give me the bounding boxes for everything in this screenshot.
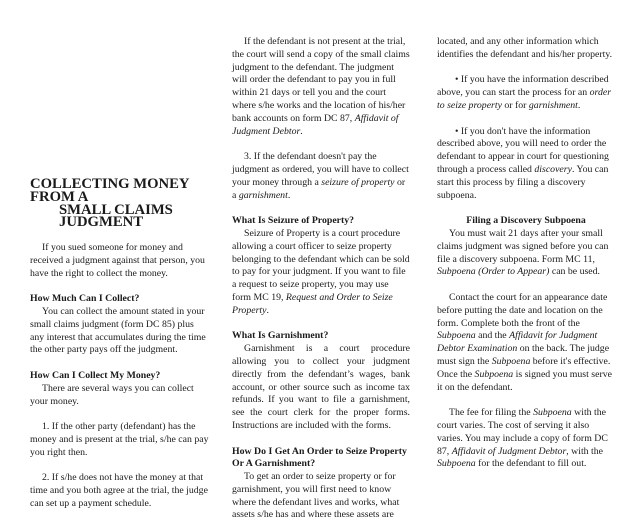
paragraph-filing: You must wait 21 days after your small claims judgment was signed before you can file a discovery subpoena. Form MC 11, Subpoena (Order to Appear) can be used.: [437, 227, 609, 278]
page-title: [30, 178, 210, 229]
column-left: [30, 178, 210, 511]
bullet-have-info: • If you have the information described above, you can start the process for an order to seize property or for garnishment.: [437, 74, 612, 111]
form-name-affidavit: Affidavit of Judgment Debtor: [232, 112, 399, 137]
form-name-subpoena: Subpoena (Order to Appear): [437, 266, 550, 278]
heading-seizure: What Is Seizure of Property?: [232, 215, 355, 227]
column-middle: [232, 36, 410, 522]
paragraph-how-much: You can collect the amount stated in your small claims judgment (form DC 85) plus any interest that accumulates during the time the other party pays off the judgment.: [30, 305, 206, 356]
bullet-no-info: • If you don't have the information described above, you will need to order the defendant to appear in court for questioning through a process called discovery. You can start this process by filing a discovery subpoena.: [437, 125, 609, 201]
paragraph-continued: located, and any other information which identifies the defendant and his/her property.: [437, 36, 613, 60]
heading-how-collect: How Can I Collect My Money?: [30, 369, 161, 381]
heading-get-order: How Do I Get An Order to Seize Property Or A Garnishment?: [232, 445, 407, 470]
paragraph-get-order: To get an order to seize property or for garnishment, you will first need to know where the defendant lives and works, what assets s/he has and where these assets are: [232, 471, 400, 521]
paragraph-option-2: 2. If s/he does not have the money at that time and you both agree at the trial, the judge can set up a payment schedule.: [30, 472, 208, 509]
intro-paragraph: If you sued someone for money and received a judgment against that person, you have the right to collect the money.: [30, 241, 205, 279]
paragraph-how-collect: There are several ways you can collect your money.: [30, 382, 194, 407]
paragraph-fee: The fee for filing the Subpoena with the court varies. The cost of serving it also varies. You may include a copy of form DC 87, Affidavit of Judgment Debtor, with the Subpoena for the defendant to fill out.: [437, 407, 608, 470]
title-line-2: SMALL CLAIMS JUDGMENT: [59, 201, 173, 231]
paragraph-option-3: 3. If the defendant doesn't pay the judgment as ordered, you will have to collect your money through a seizure of property or a garnishment.: [232, 151, 409, 201]
form-name-request: Request and Order to Seize Property: [232, 291, 393, 316]
heading-how-much: How Much Can I Collect?: [30, 293, 140, 305]
paragraph-option-1: 1. If the other party (defendant) has the money and is present at the trial, s/he can pay you right then.: [30, 421, 209, 458]
paragraph-seizure: Seizure of Property is a court procedure allowing a court officer to seize property belonging to the defendant which can be sold to pay for your judgment. If you want to file a request to seize property, you may use form MC 19, Request and Order to Seize Property.: [232, 227, 410, 316]
title-line-1: COLLECTING MONEY FROM A: [30, 176, 189, 205]
heading-garnishment: What Is Garnishment?: [232, 330, 329, 342]
column-right: [437, 36, 615, 471]
heading-filing-subpoena: Filing a Discovery Subpoena: [466, 215, 586, 227]
paragraph-contact-court: Contact the court for an appearance date before putting the date and location on the form. Complete both the front of the Subpoena and the Affidavit for Judgment Debtor Examination on the back. The judge must sign the Subpoena before it's effective. Once the Subpoena is signed you must serve it on the defendant.: [437, 291, 612, 393]
paragraph-not-present: If the defendant is not present at the trial, the court will send a copy of the small claims judgment to the defendant. The judgment will order the defendant to pay you in full within 21 days or tell you and the court where s/he works and the location of his/her bank accounts on form DC 87, Affidavit of Judgment Debtor.: [232, 36, 410, 137]
paragraph-garnishment: Garnishment is a court procedure allowing you to collect your judgment directly from the defendant’s wages, bank account, or other source such as income tax refunds. If you want to file a garnishment, see the court clerk for the proper forms. Instructions are included with the forms.: [232, 343, 410, 431]
